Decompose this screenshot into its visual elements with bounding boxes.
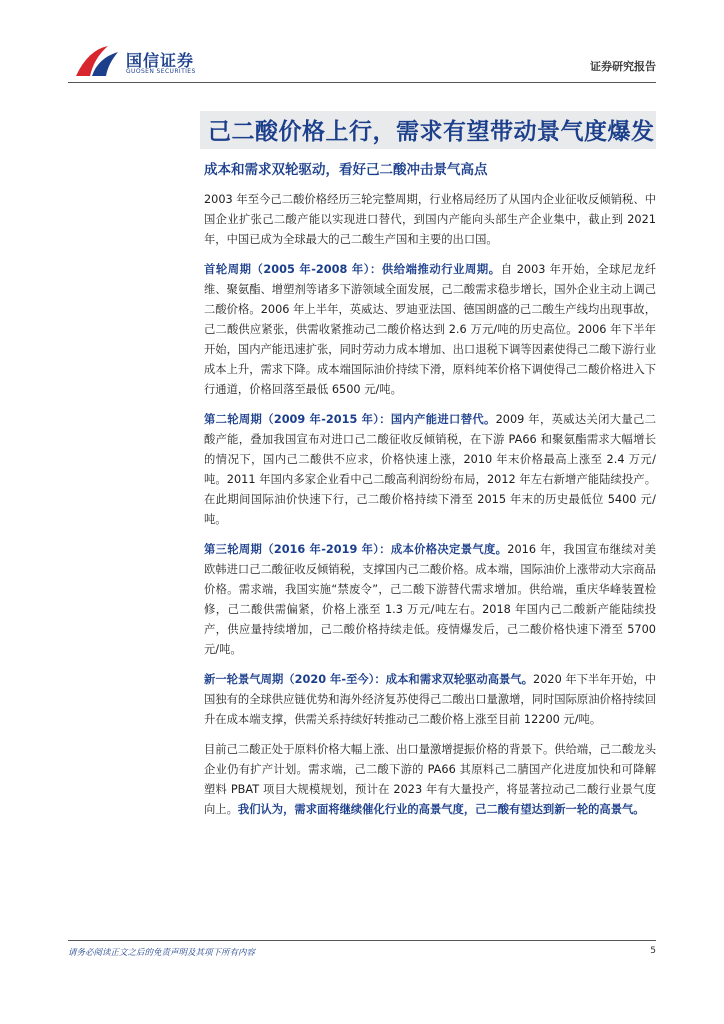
paragraph-cycle-1: [204, 260, 656, 400]
paragraph-conclusion: 我们认为，需求面将继续催化行业的高景气度，己二酸有望达到新一轮的高景气。: [237, 803, 645, 816]
paragraph-lead: 第三轮周期（2016 年-2019 年）：成本价格决定景气度。: [204, 543, 508, 556]
paragraph-lead: 第二轮周期（2009 年-2015 年）：国内产能进口替代。: [204, 413, 496, 426]
section-title: 己二酸价格上行，需求有望带动景气度爆发: [208, 119, 655, 145]
header-divider: [68, 82, 656, 83]
guosen-logo: [74, 44, 214, 84]
paragraph-body: 2020 年下半年开始，中国独有的全球供应链优势和海外经济复苏使得己二酸出口量激增，同时国际原油价格持续回升在成本端支撑，供需关系持续好转推动己二酸价格上涨至目前 12200 元/吨。: [204, 673, 657, 726]
paragraph-body: 自 2003 年开始，全球尼龙纤维、聚氨酯、增塑剂等诸多下游领域全面发展，己二酸需求稳步增长，国外企业主动上调己二酸价格。2006 年上半年，英威达、罗迪亚法国、德国朗盛的己二酸生产线均出现事故，己二酸供应紧张，供需收紧推动己二酸价格达到 2.6 万元/吨的历史高位。2006 年下半年开始，国内产能迅速扩张，同时劳动力成本增加、出口退税下调等因素使得己二酸下游行业成本上升，需求下降。成本端国际油价持续下滑，原料纯苯价格下调使得己二酸价格进入下行通道，价格回落至最低 6500 元/吨。: [204, 263, 657, 396]
logo-chinese-name: 国信证券: [126, 51, 195, 70]
report-type-label: 证券研究报告: [590, 60, 656, 73]
paragraph-body: 2009 年，英威达关闭大量己二酸产能，叠加我国宣布对进口己二酸征收反倾销税，在下游 PA66 和聚氨酯需求大幅增长的情况下，国内己二酸供不应求，价格快速上涨，2010 年末价格最高上涨至 2.4 万元/吨。2011 年国内多家企业看中己二酸高利润纷纷布局，2012 年左右新增产能陆续投产。在此期间国际油价快速下行，己二酸价格持续下滑至 2015 年末的历史最低位 5400 元/吨。: [204, 413, 656, 526]
footer-divider: [68, 940, 656, 941]
logo-english-name: GUOSEN SECURITIES: [126, 68, 196, 75]
page-number: 5: [650, 946, 656, 956]
paragraph-body: 目前己二酸正处于原料价格大幅上涨、出口量激增提振价格的背景下。供给端，己二酸龙头企业仍有扩产计划。需求端，己二酸下游的 PA66 其原料己二腈国产化进度加快和可降解塑料 PBAT 项目大规模规划，预计在 2023 年有大量投产，将显著拉动己二酸行业景气度向上。: [204, 743, 656, 816]
paragraph-outlook: [204, 740, 656, 820]
paragraph-cycle-3: [204, 540, 656, 660]
paragraph-overview: [204, 190, 656, 250]
subheading: 成本和需求双轮驱动，看好己二酸冲击景气高点: [204, 162, 488, 178]
paragraph-body: 2003 年至今己二酸价格经历三轮完整周期，行业格局经历了从国内企业征收反倾销税、中国企业扩张己二酸产能以实现进口替代，到国内产能向头部生产企业集中，截止到 2021 年，中国已成为全球最大的己二酸生产国和主要的出口国。: [204, 193, 656, 246]
paragraph-lead: 首轮周期（2005 年-2008 年）：供给端推动行业周期。: [204, 263, 501, 276]
guosen-logo-icon: [74, 44, 124, 80]
page-header: [0, 0, 724, 90]
section-title-box: [200, 111, 656, 149]
paragraph-cycle-new: [204, 670, 656, 730]
paragraph-cycle-2: [204, 410, 656, 530]
paragraph-lead: 新一轮景气周期（2020 年-至今）：成本和需求双轮驱动高景气。: [204, 673, 534, 686]
paragraph-body: 2016 年，我国宣布继续对美欧韩进口己二酸征收反倾销税，支撑国内己二酸价格。成本端，国际油价上涨带动大宗商品价格。需求端，我国实施“禁废令”，己二酸下游替代需求增加。供给端，重庆华峰装置检修，己二酸供需偏紧，价格上涨至 1.3 万元/吨左右。2018 年国内己二酸新产能陆续投产，供应量持续增加，己二酸价格持续走低。疫情爆发后，己二酸价格快速下滑至 5700 元/吨。: [204, 543, 656, 656]
footer-disclaimer: 请务必阅读正文之后的免责声明及其项下所有内容: [68, 948, 256, 958]
main-content: [204, 158, 656, 830]
